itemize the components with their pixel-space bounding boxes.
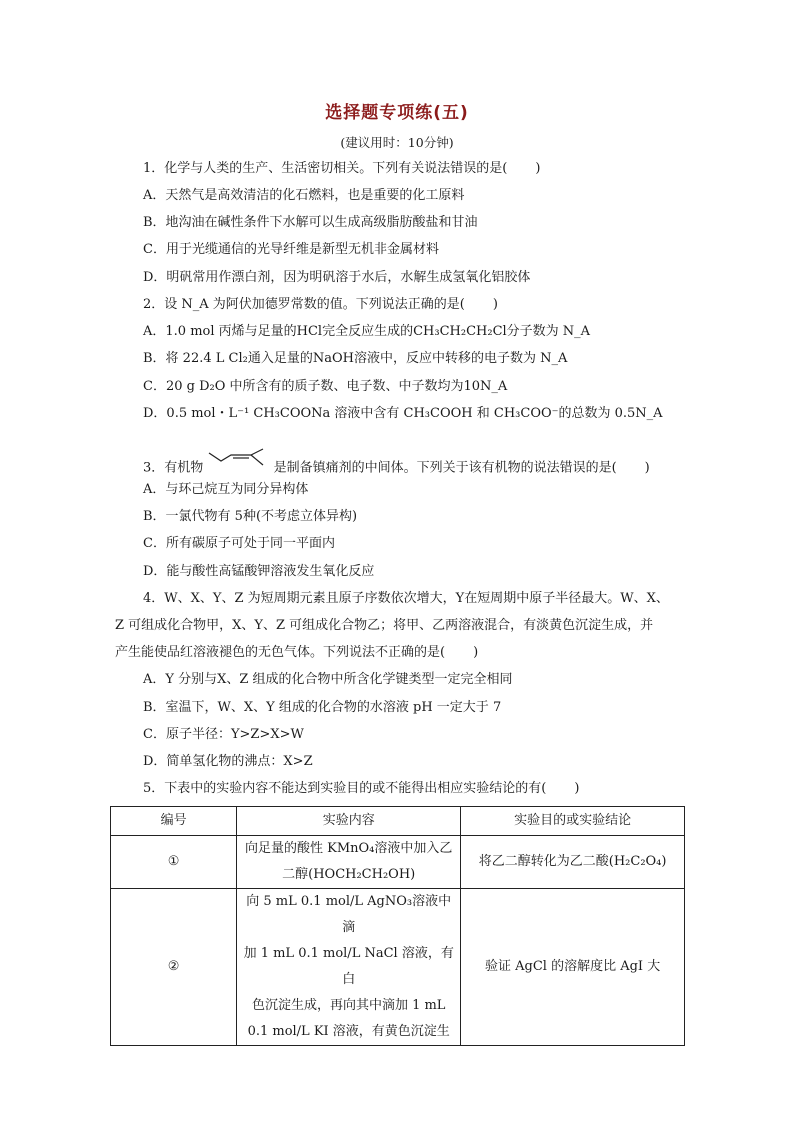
time-hint: (建议用时：10分钟) [340, 135, 454, 150]
question-3-stem: 3．有机物 是制备镇痛剂的中间体。下列关于该有机物的说法错误的是( ) [143, 453, 650, 483]
table-row [111, 836, 685, 889]
question-2-option-c: C．20 g D₂O 中所含有的质子数、电子数、中子数均为10N_A [143, 379, 508, 394]
question-3-option-b: B．一氯代物有 5种(不考虑立体异构) [143, 509, 358, 524]
question-4-option-c: C．原子半径：Y>Z>X>W [143, 727, 304, 742]
question-4-stem-line-3: 产生能使品红溶液褪色的无色气体。下列说法不正确的是( ) [115, 645, 479, 660]
question-2-stem: 2．设 N_A 为阿伏加德罗常数的值。下列说法正确的是( ) [143, 297, 498, 312]
question-1-option-a: A．天然气是高效清洁的化石燃料，也是重要的化工原料 [143, 188, 465, 203]
experiment-table [110, 806, 685, 1046]
table-cell-result: 验证 AgCl 的溶解度比 AgI 大 [461, 889, 685, 1046]
question-1-stem: 1．化学与人类的生产、生活密切相关。下列有关说法错误的是( ) [143, 161, 541, 176]
table-row [111, 889, 685, 1046]
table-cell-content: 向 5 mL 0.1 mol/L AgNO₃溶液中滴 加 1 mL 0.1 mol/L NaCl 溶液，有白 色沉淀生成，再向其中滴加 1 mL 0.1 mol/L KI 溶液，有黄色沉淀生 [237, 889, 461, 1046]
table-cell-content: 向足量的酸性 KMnO₄溶液中加入乙 二醇(HOCH₂CH₂OH) [237, 836, 461, 889]
page-title: 选择题专项练(五) [325, 103, 469, 123]
table-cell-id: ② [111, 889, 237, 1046]
question-2-option-b: B．将 22.4 L Cl₂通入足量的NaOH溶液中，反应中转移的电子数为 N_A [143, 351, 568, 366]
question-4-option-d: D．简单氢化物的沸点：X>Z [143, 754, 313, 769]
skeletal-structure-icon [207, 445, 269, 475]
table-header-result: 实验目的或实验结论 [461, 807, 685, 836]
question-2-option-a: A．1.0 mol 丙烯与足量的HCl完全反应生成的CH₃CH₂CH₂Cl分子数为 N_A [143, 324, 591, 339]
question-1-option-d: D．明矾常用作漂白剂，因为明矾溶于水后，水解生成氢氧化铝胶体 [143, 270, 531, 285]
question-1-option-b: B．地沟油在碱性条件下水解可以生成高级脂肪酸盐和甘油 [143, 215, 478, 230]
question-4-option-b: B．室温下，W、X、Y 组成的化合物的水溶液 pH 一定大于 7 [143, 700, 502, 715]
table-header-row [111, 807, 685, 836]
question-4-stem-line-2: Z 可组成化合物甲，X、Y、Z 可组成化合物乙；将甲、乙两溶液混合，有淡黄色沉淀生成，并 [115, 618, 654, 633]
question-3-option-a: A．与环己烷互为同分异构体 [143, 482, 309, 497]
table-cell-id: ① [111, 836, 237, 889]
table-header-id: 编号 [111, 807, 237, 836]
question-2-option-d: D．0.5 mol・L⁻¹ CH₃COONa 溶液中含有 CH₃COOH 和 CH₃COO⁻的总数为 0.5N_A [143, 406, 663, 421]
question-1-option-c: C．用于光缆通信的光导纤维是新型无机非金属材料 [143, 242, 439, 257]
table-header-content: 实验内容 [237, 807, 461, 836]
question-3-option-c: C．所有碳原子可处于同一平面内 [143, 536, 335, 551]
question-4-option-a: A．Y 分别与X、Z 组成的化合物中所含化学键类型一定完全相同 [143, 672, 513, 687]
question-3-option-d: D．能与酸性高锰酸钾溶液发生氧化反应 [143, 564, 375, 579]
question-5-stem: 5．下表中的实验内容不能达到实验目的或不能得出相应实验结论的有( ) [143, 781, 580, 796]
question-4-stem-line-1: 4．W、X、Y、Z 为短周期元素且原子序数依次增大，Y在短周期中原子半径最大。W、X、 [143, 591, 669, 606]
table-cell-result: 将乙二醇转化为乙二酸(H₂C₂O₄) [461, 836, 685, 889]
